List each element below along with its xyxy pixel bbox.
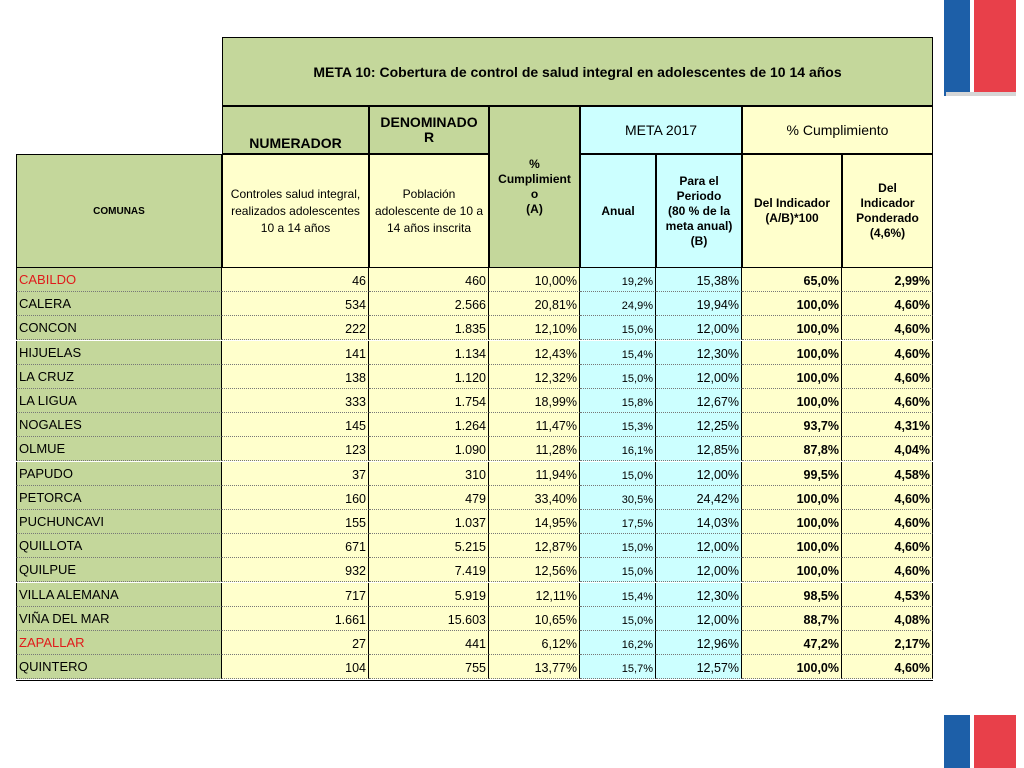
cell-anual: 15,7% — [580, 655, 656, 679]
cell-num: 160 — [222, 486, 369, 510]
cell-periodo: 24,42% — [656, 486, 742, 510]
cell-ponderado: 4,60% — [842, 655, 933, 679]
cell-ponderado: 4,60% — [842, 389, 933, 413]
cell-pct: 12,43% — [489, 341, 580, 365]
flag-logo-top — [944, 0, 1016, 96]
cell-pct: 6,12% — [489, 631, 580, 655]
cell-pct: 10,00% — [489, 268, 580, 292]
cell-anual: 15,4% — [580, 583, 656, 607]
cell-num: 145 — [222, 413, 369, 437]
cell-den: 1.134 — [369, 341, 489, 365]
cell-periodo: 12,57% — [656, 655, 742, 679]
header-ponderado: Del Indicador Ponderado (4,6%) — [842, 154, 933, 268]
header-periodo: Para el Periodo (80 % de la meta anual) (B) — [656, 154, 742, 268]
comuna-name: PAPUDO — [16, 462, 222, 486]
comuna-name: NOGALES — [16, 413, 222, 437]
cell-ponderado: 4,53% — [842, 583, 933, 607]
cell-ponderado: 4,31% — [842, 413, 933, 437]
cell-ponderado: 4,60% — [842, 510, 933, 534]
cell-indicador: 87,8% — [742, 437, 842, 461]
cell-ponderado: 4,60% — [842, 534, 933, 558]
cell-indicador: 65,0% — [742, 268, 842, 292]
cell-pct: 11,28% — [489, 437, 580, 461]
cell-num: 671 — [222, 534, 369, 558]
cell-den: 755 — [369, 655, 489, 679]
cell-periodo: 12,67% — [656, 389, 742, 413]
cell-periodo: 12,00% — [656, 558, 742, 582]
comuna-name: QUINTERO — [16, 655, 222, 679]
cell-den: 1.835 — [369, 316, 489, 340]
comuna-name: HIJUELAS — [16, 341, 222, 365]
cell-ponderado: 4,60% — [842, 558, 933, 582]
cell-indicador: 100,0% — [742, 341, 842, 365]
cell-indicador: 100,0% — [742, 558, 842, 582]
cell-den: 1.090 — [369, 437, 489, 461]
cell-ponderado: 4,60% — [842, 316, 933, 340]
header-poblacion: Población adolescente de 10 a 14 años inscrita — [369, 154, 489, 268]
cell-num: 141 — [222, 341, 369, 365]
cell-anual: 30,5% — [580, 486, 656, 510]
cell-num: 27 — [222, 631, 369, 655]
comuna-name: VILLA ALEMANA — [16, 583, 222, 607]
comuna-name: LA LIGUA — [16, 389, 222, 413]
cell-num: 46 — [222, 268, 369, 292]
cell-pct: 20,81% — [489, 292, 580, 316]
cell-num: 155 — [222, 510, 369, 534]
cell-pct: 12,10% — [489, 316, 580, 340]
cell-anual: 15,0% — [580, 558, 656, 582]
cell-ponderado: 4,58% — [842, 462, 933, 486]
cell-num: 138 — [222, 365, 369, 389]
cell-anual: 15,3% — [580, 413, 656, 437]
cell-periodo: 12,25% — [656, 413, 742, 437]
header-pct-cumpl: % Cumplimiento — [742, 106, 933, 154]
cell-indicador: 100,0% — [742, 486, 842, 510]
cell-pct: 12,11% — [489, 583, 580, 607]
cell-den: 1.037 — [369, 510, 489, 534]
header-meta: META 2017 — [580, 106, 742, 154]
cell-periodo: 12,00% — [656, 534, 742, 558]
cell-indicador: 100,0% — [742, 316, 842, 340]
comuna-name: PETORCA — [16, 486, 222, 510]
table-title: META 10: Cobertura de control de salud integral en adolescentes de 10 14 años — [222, 37, 933, 106]
cell-anual: 15,0% — [580, 607, 656, 631]
comuna-name: QUILPUE — [16, 558, 222, 582]
cell-ponderado: 4,60% — [842, 365, 933, 389]
comuna-name: CALERA — [16, 292, 222, 316]
cell-pct: 13,77% — [489, 655, 580, 679]
cell-ponderado: 4,60% — [842, 341, 933, 365]
table-bottom-border — [16, 680, 933, 681]
cell-anual: 15,0% — [580, 365, 656, 389]
cell-anual: 24,9% — [580, 292, 656, 316]
cell-den: 441 — [369, 631, 489, 655]
cell-den: 1.754 — [369, 389, 489, 413]
comuna-name: ZAPALLAR — [16, 631, 222, 655]
cell-ponderado: 4,08% — [842, 607, 933, 631]
cell-indicador: 88,7% — [742, 607, 842, 631]
flag-logo-bottom — [944, 715, 1016, 768]
cell-ponderado: 4,60% — [842, 292, 933, 316]
cell-anual: 15,4% — [580, 341, 656, 365]
cell-den: 479 — [369, 486, 489, 510]
cell-pct: 12,56% — [489, 558, 580, 582]
cell-anual: 15,0% — [580, 534, 656, 558]
cell-num: 222 — [222, 316, 369, 340]
cell-pct: 33,40% — [489, 486, 580, 510]
cell-anual: 19,2% — [580, 268, 656, 292]
cell-pct: 14,95% — [489, 510, 580, 534]
cell-anual: 17,5% — [580, 510, 656, 534]
header-anual: Anual — [580, 154, 656, 268]
comuna-name: OLMUE — [16, 437, 222, 461]
cell-den: 1.264 — [369, 413, 489, 437]
header-numerador: NUMERADOR — [222, 106, 369, 154]
cell-indicador: 98,5% — [742, 583, 842, 607]
cell-indicador: 100,0% — [742, 365, 842, 389]
cell-pct: 18,99% — [489, 389, 580, 413]
comuna-name: LA CRUZ — [16, 365, 222, 389]
comuna-name: CABILDO — [16, 268, 222, 292]
cell-indicador: 100,0% — [742, 292, 842, 316]
cell-num: 37 — [222, 462, 369, 486]
cell-indicador: 100,0% — [742, 389, 842, 413]
cell-indicador: 93,7% — [742, 413, 842, 437]
cell-anual: 15,8% — [580, 389, 656, 413]
cell-den: 5.215 — [369, 534, 489, 558]
cell-den: 2.566 — [369, 292, 489, 316]
cell-periodo: 12,00% — [656, 316, 742, 340]
cell-num: 1.661 — [222, 607, 369, 631]
cell-num: 123 — [222, 437, 369, 461]
comuna-name: PUCHUNCAVI — [16, 510, 222, 534]
cell-periodo: 12,00% — [656, 607, 742, 631]
cell-pct: 12,32% — [489, 365, 580, 389]
cell-ponderado: 2,99% — [842, 268, 933, 292]
cell-den: 460 — [369, 268, 489, 292]
cell-periodo: 12,85% — [656, 437, 742, 461]
cell-num: 932 — [222, 558, 369, 582]
cell-den: 1.120 — [369, 365, 489, 389]
cell-periodo: 12,00% — [656, 462, 742, 486]
comuna-name: CONCON — [16, 316, 222, 340]
cell-pct: 12,87% — [489, 534, 580, 558]
cell-num: 333 — [222, 389, 369, 413]
cell-ponderado: 2,17% — [842, 631, 933, 655]
cell-periodo: 15,38% — [656, 268, 742, 292]
cell-indicador: 100,0% — [742, 510, 842, 534]
comuna-name: QUILLOTA — [16, 534, 222, 558]
cell-pct: 11,47% — [489, 413, 580, 437]
header-controles: Controles salud integral, realizados adolescentes 10 a 14 años — [222, 154, 369, 268]
cell-anual: 16,1% — [580, 437, 656, 461]
header-denominador: DENOMINADO R — [369, 106, 489, 154]
cell-pct: 10,65% — [489, 607, 580, 631]
header-del-indicador: Del Indicador (A/B)*100 — [742, 154, 842, 268]
cell-anual: 15,0% — [580, 462, 656, 486]
cell-anual: 15,0% — [580, 316, 656, 340]
cell-den: 310 — [369, 462, 489, 486]
cell-periodo: 12,00% — [656, 365, 742, 389]
cell-den: 15.603 — [369, 607, 489, 631]
cell-num: 104 — [222, 655, 369, 679]
cell-ponderado: 4,04% — [842, 437, 933, 461]
cell-indicador: 99,5% — [742, 462, 842, 486]
cell-anual: 16,2% — [580, 631, 656, 655]
header-comunas: COMUNAS — [16, 154, 222, 268]
cell-num: 717 — [222, 583, 369, 607]
cell-periodo: 12,30% — [656, 583, 742, 607]
cell-indicador: 100,0% — [742, 534, 842, 558]
cell-den: 5.919 — [369, 583, 489, 607]
cell-periodo: 12,30% — [656, 341, 742, 365]
cell-indicador: 100,0% — [742, 655, 842, 679]
cell-periodo: 12,96% — [656, 631, 742, 655]
cell-den: 7.419 — [369, 558, 489, 582]
cell-num: 534 — [222, 292, 369, 316]
cell-pct: 11,94% — [489, 462, 580, 486]
cell-ponderado: 4,60% — [842, 486, 933, 510]
comuna-name: VIÑA DEL MAR — [16, 607, 222, 631]
cell-periodo: 19,94% — [656, 292, 742, 316]
header-pct-cumplimiento: % Cumplimient o (A) — [489, 106, 580, 268]
cell-indicador: 47,2% — [742, 631, 842, 655]
cell-periodo: 14,03% — [656, 510, 742, 534]
